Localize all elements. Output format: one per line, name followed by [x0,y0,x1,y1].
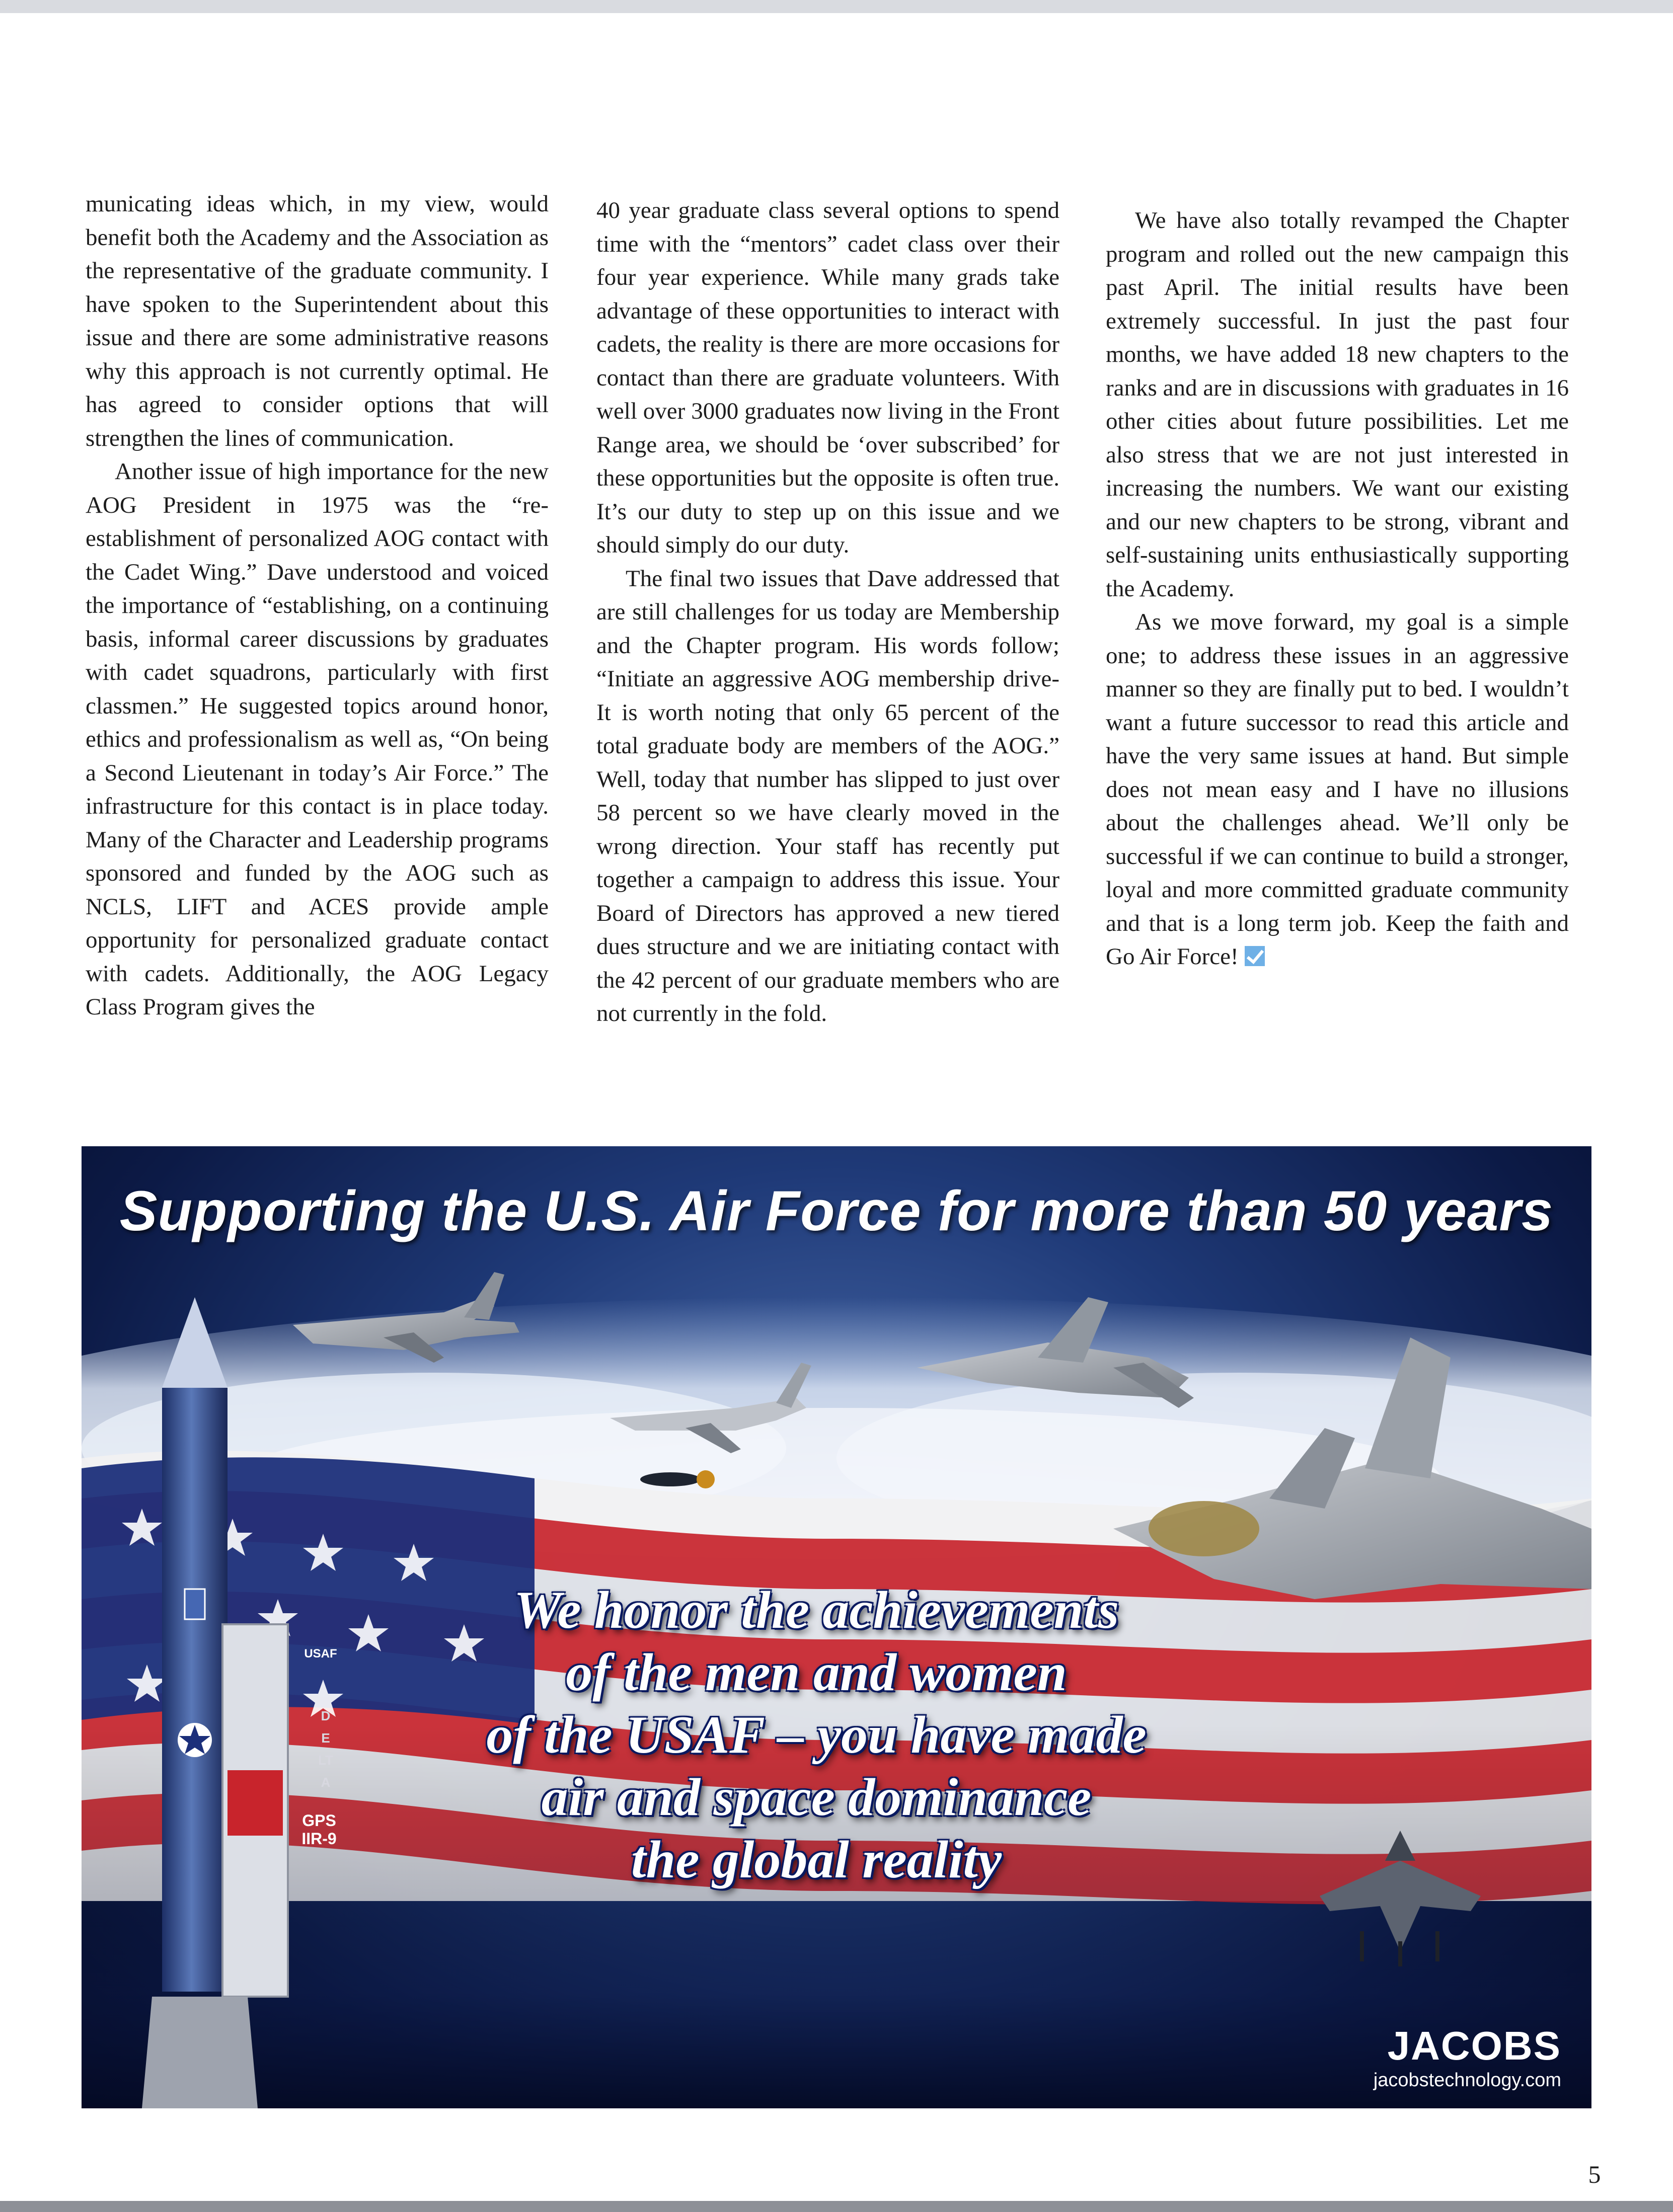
page-number: 5 [1588,2160,1601,2188]
ad-tribute-message [464,1579,1169,1891]
article-paragraph: 40 year graduate class several options to spend time with the “mentors” cadet class over their four year experience. While many grads take advantage of these opportunities to interact with cadets, the reality is there are more occasions for contact than there are graduate volunteers. With well over 3000 graduates now living in the Front Range area, we should be ‘over subscribed’ for these opportunities but the opposite is often true. It’s our duty to step up on this issue and we should simply do our duty. [596,197,1059,558]
jacobs-website-link[interactable]: jacobstechnology.com [1373,2070,1561,2091]
ad-headline: Supporting the U.S. Air Force for more than 50 years [119,1179,1554,1242]
article-paragraph [1106,605,1569,974]
ad-message-line: We honor the achievements [513,1581,1119,1639]
article-column-2 [596,194,1059,1031]
scan-edge-bottom [0,2201,1673,2212]
article-paragraph: The final two issues that Dave addressed that are still challenges for us today are Membership and the Chapter program. His words follow; “Initiate an aggressive AOG membership drive-It is worth noting that only 65 percent of the total graduate body are members of the AOG.” Well, today that number has slipped to just over 58 percent so we have clearly moved in the wrong direction. Your staff has recently put together a campaign to address this issue. Your Board of Directors has approved a new tiered dues structure and we are initiating contact with the 42 percent of our graduate members who are not currently in the fold. [596,565,1059,1026]
checkbox-end-mark-icon [1245,946,1265,966]
scan-edge-top [0,0,1673,13]
rocket-usaf-label: USAF [304,1647,337,1661]
rocket-gps-label: GPS IIR-9 [301,1811,337,1848]
article-closing-text: As we move forward, my goal is a simple one; to address these issues in an aggressive manner so they are finally put to bed. I wouldn’t want a future successor to read this article and have the very same issues at hand. But simple does not mean easy and I have no illusions about the challenges ahead. We’ll only be successful if we can continue to build a stronger, loyal and more committed graduate community and that is a long term job. Keep the faith and Go Air Force! [1106,609,1569,970]
article-paragraph: municating ideas which, in my view, would benefit both the Academy and the Association as the representative of the graduate community. I have spoken to the Superintendent about this issue and there are some administrative reasons why this approach is not currently optimal. He has agreed to consider options that will strengthen the lines of communication. [86,191,549,451]
ad-message-line: of the men and women [566,1643,1067,1702]
article-paragraph: We have also totally revamped the Chapter program and rolled out the new campaign this past April. The initial results have been extremely successful. In just the past four months, we have added 18 new chapters to the ranks and are in discussions with graduates in 16 other cities about future possibilities. Let me also stress that we are not just interested in increasing the numbers. We want our existing and our new chapters to be strong, vibrant and self-sustaining units enthusiastically supporting the Academy. [1106,207,1569,602]
jacobs-logo: JACOBS [1387,2023,1561,2068]
ad-message-line: the global reality [631,1830,1002,1889]
rocket-delta-label: DELTA [318,1708,333,1790]
ad-message-line: air and space dominance [541,1768,1092,1827]
ad-message-line: of the USAF – you have made [486,1705,1147,1764]
article-column-1 [86,187,549,1024]
jacobs-advertisement [82,1146,1591,2108]
article-column-3 [1106,204,1569,974]
article-paragraph: Another issue of high importance for the new AOG President in 1975 was the “re-establishment of personalized AOG contact with the Cadet Wing.” Dave understood and voiced the importance of “establishing, on a continuing basis, informal career discussions by graduates with cadet squadrons, particularly with first classmen.” He suggested topics around honor, ethics and professionalism as well as, “On being a Second Lieutenant in today’s Air Force.” The infrastructure for this contact is in place today. Many of the Character and Leadership programs sponsored and funded by the AOG such as NCLS, LIFT and ACES provide ample opportunity for personalized graduate contact with cadets. Additionally, the AOG Legacy Class Program gives the [86,458,549,1020]
